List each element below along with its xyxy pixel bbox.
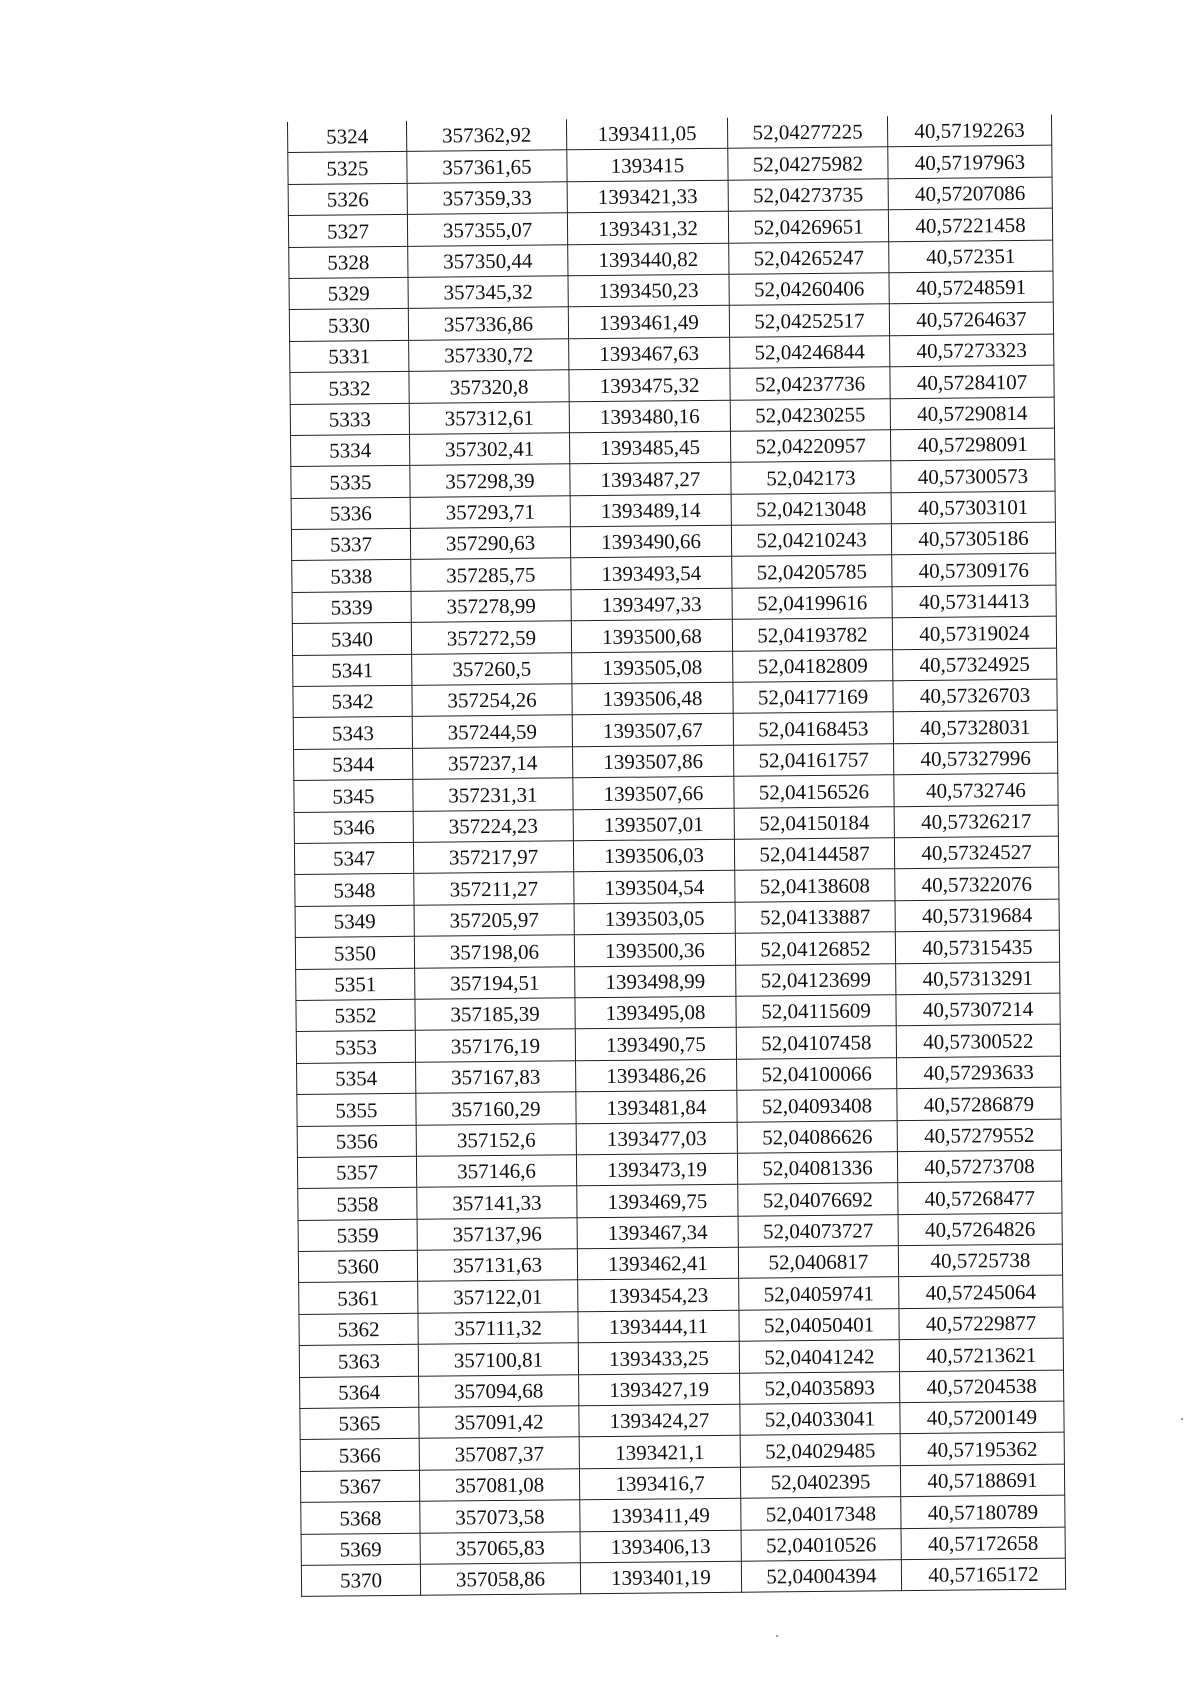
coord-y-cell: 1393490,66 — [570, 525, 731, 558]
coord-x-cell: 357359,33 — [407, 182, 567, 215]
latitude-cell: 52,04150184 — [734, 806, 894, 839]
longitude-cell: 40,57197963 — [888, 146, 1052, 179]
longitude-cell: 40,57273323 — [890, 334, 1054, 367]
point-number-cell: 5326 — [288, 183, 407, 216]
longitude-cell: 40,57286879 — [897, 1087, 1061, 1120]
coord-x-cell: 357345,32 — [408, 276, 568, 309]
point-number-cell: 5336 — [291, 497, 410, 530]
longitude-cell: 40,57245064 — [899, 1276, 1063, 1309]
longitude-cell: 40,57221458 — [888, 208, 1052, 241]
longitude-cell: 40,57180789 — [901, 1495, 1065, 1528]
latitude-cell: 52,04059741 — [739, 1277, 899, 1310]
coord-y-cell: 1393421,1 — [579, 1436, 740, 1469]
point-number-cell: 5365 — [300, 1407, 419, 1440]
longitude-cell: 40,57207086 — [888, 177, 1052, 210]
coord-x-cell: 357087,37 — [419, 1437, 579, 1470]
latitude-cell: 52,0402395 — [740, 1465, 900, 1498]
coord-y-cell: 1393495,08 — [575, 996, 736, 1029]
longitude-cell: 40,57200149 — [900, 1401, 1064, 1434]
longitude-cell: 40,57248591 — [889, 271, 1053, 304]
longitude-cell: 40,57328031 — [893, 711, 1057, 744]
latitude-cell: 52,04041242 — [739, 1340, 899, 1373]
coord-y-cell: 1393497,33 — [571, 588, 732, 621]
coord-x-cell: 357278,99 — [411, 590, 571, 623]
coord-x-cell: 357312,61 — [409, 401, 569, 434]
coord-x-cell: 357290,63 — [410, 527, 570, 560]
latitude-cell: 52,04277225 — [727, 116, 887, 148]
coord-x-cell: 357254,26 — [412, 684, 572, 717]
coord-x-cell: 357073,58 — [420, 1500, 580, 1533]
point-number-cell: 5360 — [298, 1250, 417, 1283]
coord-x-cell: 357137,96 — [417, 1217, 577, 1250]
longitude-cell: 40,57284107 — [890, 365, 1054, 398]
coord-x-cell: 357205,97 — [414, 904, 574, 937]
longitude-cell: 40,57319024 — [892, 616, 1056, 649]
point-number-cell: 5358 — [298, 1188, 417, 1221]
coord-x-cell: 357198,06 — [414, 935, 574, 968]
coord-x-cell: 357302,41 — [410, 433, 570, 466]
coordinates-table — [287, 115, 1066, 1598]
coord-y-cell: 1393489,14 — [570, 494, 731, 527]
longitude-cell: 40,57165172 — [901, 1558, 1065, 1591]
coord-y-cell: 1393411,05 — [566, 118, 727, 150]
coord-y-cell: 1393486,26 — [576, 1059, 737, 1092]
coord-x-cell: 357094,68 — [419, 1374, 579, 1407]
longitude-cell: 40,57324527 — [894, 836, 1058, 869]
coord-x-cell: 357081,08 — [419, 1469, 579, 1502]
coord-y-cell: 1393431,32 — [567, 211, 728, 244]
coord-y-cell: 1393401,19 — [580, 1561, 741, 1594]
point-number-cell: 5324 — [287, 121, 406, 153]
latitude-cell: 52,04115609 — [736, 995, 896, 1028]
coord-x-cell: 357058,86 — [420, 1563, 580, 1596]
latitude-cell: 52,04035893 — [740, 1371, 900, 1404]
longitude-cell: 40,57322076 — [895, 868, 1059, 901]
coord-y-cell: 1393498,99 — [575, 965, 736, 998]
coord-x-cell: 357194,51 — [415, 966, 575, 999]
point-number-cell: 5350 — [295, 936, 414, 969]
point-number-cell: 5348 — [295, 874, 414, 907]
coord-y-cell: 1393504,54 — [574, 871, 735, 904]
coord-x-cell: 357320,8 — [409, 370, 569, 403]
longitude-cell: 40,57264637 — [889, 302, 1053, 335]
coord-x-cell: 357152,6 — [416, 1123, 576, 1156]
latitude-cell: 52,04123699 — [736, 963, 896, 996]
latitude-cell: 52,04156526 — [734, 775, 894, 808]
coord-y-cell: 1393487,27 — [570, 463, 731, 496]
coord-x-cell: 357146,6 — [416, 1155, 576, 1188]
latitude-cell: 52,04199616 — [732, 587, 892, 620]
coord-y-cell: 1393406,13 — [580, 1530, 741, 1563]
coord-y-cell: 1393454,23 — [578, 1279, 739, 1312]
point-number-cell: 5328 — [289, 246, 408, 279]
coord-x-cell: 357330,72 — [409, 339, 569, 372]
latitude-cell: 52,04086626 — [737, 1120, 897, 1153]
point-number-cell: 5357 — [297, 1156, 416, 1189]
point-number-cell: 5347 — [294, 842, 413, 875]
point-number-cell: 5329 — [289, 277, 408, 310]
point-number-cell: 5361 — [299, 1282, 418, 1315]
coord-x-cell: 357244,59 — [412, 715, 572, 748]
longitude-cell: 40,57195362 — [900, 1433, 1064, 1466]
coord-y-cell: 1393490,75 — [575, 1028, 736, 1061]
coord-x-cell: 357211,27 — [414, 872, 574, 905]
latitude-cell: 52,04220957 — [730, 430, 890, 463]
longitude-cell: 40,57313291 — [896, 962, 1060, 995]
coord-x-cell: 357100,81 — [418, 1343, 578, 1376]
coord-x-cell: 357065,83 — [420, 1531, 580, 1564]
longitude-cell: 40,57307214 — [896, 993, 1060, 1026]
latitude-cell: 52,04210243 — [731, 524, 891, 557]
point-number-cell: 5330 — [289, 309, 408, 342]
latitude-cell: 52,04252517 — [729, 304, 889, 337]
coord-y-cell: 1393433,25 — [578, 1341, 739, 1374]
coord-y-cell: 1393424,27 — [579, 1404, 740, 1437]
coord-x-cell: 357091,42 — [419, 1406, 579, 1439]
coord-y-cell: 1393475,32 — [569, 368, 730, 401]
latitude-cell: 52,04050401 — [739, 1309, 899, 1342]
latitude-cell: 52,04017348 — [741, 1497, 901, 1530]
coord-x-cell: 357285,75 — [411, 558, 571, 591]
coord-x-cell: 357141,33 — [417, 1186, 577, 1219]
point-number-cell: 5325 — [288, 152, 407, 185]
point-number-cell: 5356 — [297, 1125, 416, 1158]
point-number-cell: 5338 — [292, 560, 411, 593]
coord-x-cell: 357336,86 — [408, 307, 568, 340]
coord-x-cell: 357361,65 — [407, 150, 567, 183]
coord-x-cell: 357176,19 — [415, 1029, 575, 1062]
coord-x-cell: 357231,31 — [413, 778, 573, 811]
longitude-cell: 40,57324925 — [893, 648, 1057, 681]
point-number-cell: 5366 — [300, 1439, 419, 1472]
latitude-cell: 52,04260406 — [729, 273, 889, 306]
coordinates-table-body — [287, 115, 1065, 1597]
coord-y-cell: 1393505,08 — [572, 651, 733, 684]
coord-y-cell: 1393507,01 — [573, 808, 734, 841]
coord-y-cell: 1393506,48 — [572, 682, 733, 715]
latitude-cell: 52,04182809 — [733, 649, 893, 682]
coord-y-cell: 1393461,49 — [568, 306, 729, 339]
point-number-cell: 5362 — [299, 1313, 418, 1346]
longitude-cell: 40,57314413 — [892, 585, 1056, 618]
latitude-cell: 52,04265247 — [729, 241, 889, 274]
coord-x-cell: 357160,29 — [416, 1092, 576, 1125]
longitude-cell: 40,57273708 — [897, 1150, 1061, 1183]
longitude-cell: 40,57303101 — [891, 491, 1055, 524]
latitude-cell: 52,04076692 — [738, 1183, 898, 1216]
coord-x-cell: 357260,5 — [412, 652, 572, 685]
coord-y-cell: 1393507,66 — [573, 776, 734, 809]
longitude-cell: 40,57213621 — [899, 1338, 1063, 1371]
latitude-cell: 52,04246844 — [730, 335, 890, 368]
coord-y-cell: 1393503,05 — [574, 902, 735, 935]
latitude-cell: 52,04126852 — [735, 932, 895, 965]
coord-x-cell: 357185,39 — [415, 998, 575, 1031]
latitude-cell: 52,0406817 — [738, 1246, 898, 1279]
longitude-cell: 40,57264826 — [898, 1213, 1062, 1246]
longitude-cell: 40,57192263 — [887, 115, 1051, 147]
coord-x-cell: 357122,01 — [418, 1280, 578, 1313]
latitude-cell: 52,04081336 — [737, 1152, 897, 1185]
coord-y-cell: 1393477,03 — [576, 1122, 737, 1155]
scan-speck — [776, 1635, 778, 1637]
coord-y-cell: 1393481,84 — [576, 1090, 737, 1123]
latitude-cell: 52,04004394 — [741, 1560, 901, 1593]
longitude-cell: 40,57300573 — [891, 459, 1055, 492]
latitude-cell: 52,04073727 — [738, 1214, 898, 1247]
point-number-cell: 5332 — [290, 371, 409, 404]
point-number-cell: 5339 — [292, 591, 411, 624]
coord-y-cell: 1393415 — [567, 149, 728, 182]
longitude-cell: 40,57290814 — [890, 397, 1054, 430]
longitude-cell: 40,57188691 — [900, 1464, 1064, 1497]
longitude-cell: 40,57229877 — [899, 1307, 1063, 1340]
latitude-cell: 52,04133887 — [735, 900, 895, 933]
coord-y-cell: 1393462,41 — [577, 1247, 738, 1280]
longitude-cell: 40,57315435 — [895, 930, 1059, 963]
point-number-cell: 5349 — [295, 905, 414, 938]
scan-speck — [1181, 1418, 1183, 1420]
point-number-cell: 5364 — [300, 1376, 419, 1409]
latitude-cell: 52,04107458 — [736, 1026, 896, 1059]
point-number-cell: 5352 — [296, 999, 415, 1032]
point-number-cell: 5359 — [298, 1219, 417, 1252]
coord-y-cell: 1393506,03 — [573, 839, 734, 872]
longitude-cell: 40,572351 — [889, 240, 1053, 273]
point-number-cell: 5340 — [292, 623, 411, 656]
coord-y-cell: 1393480,16 — [569, 400, 730, 433]
latitude-cell: 52,04029485 — [740, 1434, 900, 1467]
latitude-cell: 52,04144587 — [734, 838, 894, 871]
latitude-cell: 52,04138608 — [735, 869, 895, 902]
point-number-cell: 5343 — [293, 717, 412, 750]
latitude-cell: 52,04230255 — [730, 398, 890, 431]
latitude-cell: 52,04033041 — [740, 1403, 900, 1436]
point-number-cell: 5354 — [297, 1062, 416, 1095]
coord-y-cell: 1393485,45 — [569, 431, 730, 464]
longitude-cell: 40,57293633 — [897, 1056, 1061, 1089]
point-number-cell: 5353 — [296, 1031, 415, 1064]
coord-y-cell: 1393440,82 — [568, 243, 729, 276]
coord-y-cell: 1393469,75 — [577, 1185, 738, 1218]
latitude-cell: 52,04093408 — [737, 1089, 897, 1122]
longitude-cell: 40,57305186 — [891, 522, 1055, 555]
longitude-cell: 40,57268477 — [898, 1181, 1062, 1214]
latitude-cell: 52,04177169 — [733, 681, 893, 714]
table-row — [301, 1558, 1065, 1597]
longitude-cell: 40,57319684 — [895, 899, 1059, 932]
coord-y-cell: 1393500,68 — [571, 619, 732, 652]
coord-x-cell: 357217,97 — [413, 841, 573, 874]
longitude-cell: 40,57326703 — [893, 679, 1057, 712]
latitude-cell: 52,04237736 — [730, 367, 890, 400]
longitude-cell: 40,57300522 — [896, 1024, 1060, 1057]
point-number-cell: 5341 — [293, 654, 412, 687]
point-number-cell: 5369 — [301, 1533, 420, 1566]
point-number-cell: 5344 — [294, 748, 413, 781]
longitude-cell: 40,57327996 — [893, 742, 1057, 775]
coord-y-cell: 1393467,34 — [577, 1216, 738, 1249]
longitude-cell: 40,57298091 — [890, 428, 1054, 461]
point-number-cell: 5333 — [290, 403, 409, 436]
coord-x-cell: 357111,32 — [418, 1312, 578, 1345]
longitude-cell: 40,57309176 — [892, 554, 1056, 587]
longitude-cell: 40,57204538 — [900, 1370, 1064, 1403]
point-number-cell: 5345 — [294, 780, 413, 813]
longitude-cell: 40,57326217 — [894, 805, 1058, 838]
point-number-cell: 5334 — [291, 434, 410, 467]
point-number-cell: 5370 — [301, 1564, 420, 1597]
coord-x-cell: 357355,07 — [407, 213, 567, 246]
latitude-cell: 52,04213048 — [731, 492, 891, 525]
longitude-cell: 40,57279552 — [897, 1119, 1061, 1152]
coord-y-cell: 1393416,7 — [579, 1467, 740, 1500]
point-number-cell: 5368 — [301, 1501, 420, 1534]
point-number-cell: 5337 — [291, 528, 410, 561]
point-number-cell: 5327 — [288, 215, 407, 248]
coord-x-cell: 357272,59 — [411, 621, 571, 654]
coord-y-cell: 1393500,36 — [574, 933, 735, 966]
point-number-cell: 5355 — [297, 1093, 416, 1126]
coord-x-cell: 357167,83 — [416, 1060, 576, 1093]
latitude-cell: 52,04161757 — [734, 744, 894, 777]
point-number-cell: 5363 — [299, 1345, 418, 1378]
latitude-cell: 52,04168453 — [733, 712, 893, 745]
point-number-cell: 5342 — [293, 685, 412, 718]
latitude-cell: 52,04193782 — [732, 618, 892, 651]
coord-x-cell: 357362,92 — [406, 119, 566, 151]
latitude-cell: 52,04010526 — [741, 1528, 901, 1561]
coord-y-cell: 1393493,54 — [571, 557, 732, 590]
point-number-cell: 5346 — [294, 811, 413, 844]
point-number-cell: 5331 — [290, 340, 409, 373]
point-number-cell: 5351 — [296, 968, 415, 1001]
coord-x-cell: 357293,71 — [410, 495, 570, 528]
coord-y-cell: 1393467,63 — [569, 337, 730, 370]
latitude-cell: 52,04205785 — [732, 555, 892, 588]
latitude-cell: 52,04275982 — [728, 147, 888, 180]
coord-x-cell: 357224,23 — [413, 809, 573, 842]
coord-y-cell: 1393450,23 — [568, 274, 729, 307]
coord-x-cell: 357131,63 — [417, 1249, 577, 1282]
coord-y-cell: 1393421,33 — [567, 180, 728, 213]
point-number-cell: 5367 — [300, 1470, 419, 1503]
latitude-cell: 52,04273735 — [728, 179, 888, 212]
coord-y-cell: 1393444,11 — [578, 1310, 739, 1343]
latitude-cell: 52,042173 — [731, 461, 891, 494]
coord-y-cell: 1393473,19 — [576, 1153, 737, 1186]
coord-x-cell: 357237,14 — [413, 747, 573, 780]
coord-y-cell: 1393507,86 — [573, 745, 734, 778]
longitude-cell: 40,57172658 — [901, 1527, 1065, 1560]
point-number-cell: 5335 — [291, 466, 410, 499]
longitude-cell: 40,5732746 — [894, 773, 1058, 806]
coord-x-cell: 357350,44 — [408, 244, 568, 277]
coord-y-cell: 1393507,67 — [572, 714, 733, 747]
coord-x-cell: 357298,39 — [410, 464, 570, 497]
coord-y-cell: 1393411,49 — [580, 1498, 741, 1531]
latitude-cell: 52,04269651 — [728, 210, 888, 243]
latitude-cell: 52,04100066 — [737, 1057, 897, 1090]
longitude-cell: 40,5725738 — [898, 1244, 1062, 1277]
coord-y-cell: 1393427,19 — [579, 1373, 740, 1406]
